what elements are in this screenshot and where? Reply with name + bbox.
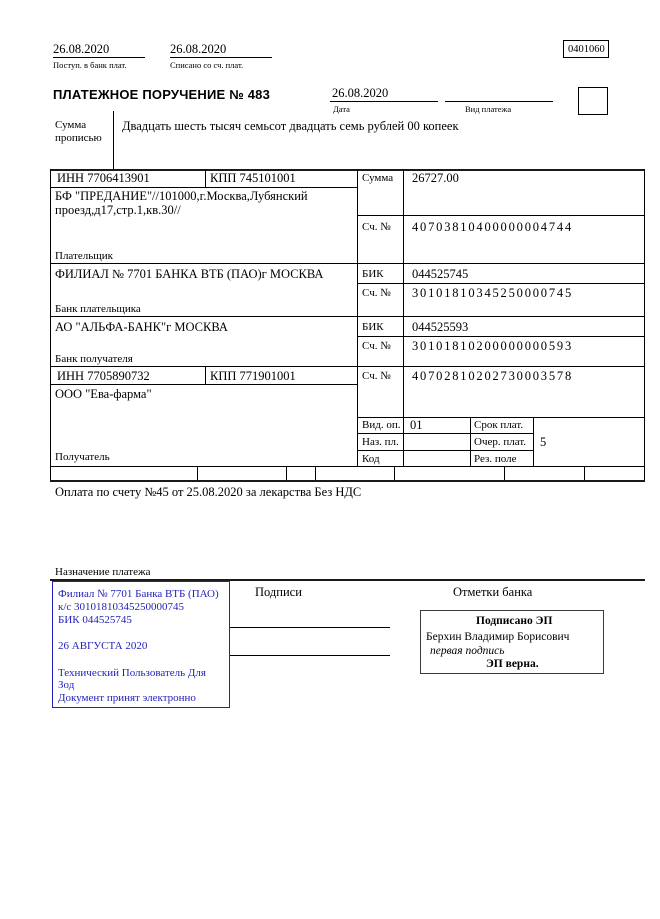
payer-kpp: КПП 745101001 bbox=[210, 171, 296, 185]
beneficiary-bank-bik-value: 044525593 bbox=[412, 320, 469, 334]
payer-label: Плательщик bbox=[55, 250, 113, 262]
divider bbox=[357, 215, 645, 216]
payer-bank-account-label: Сч. № bbox=[362, 287, 391, 299]
divider bbox=[357, 417, 645, 418]
divider bbox=[470, 417, 471, 466]
payment-type-label: Вид платежа bbox=[465, 104, 512, 114]
amount-in-words-label: Сумма прописью bbox=[55, 119, 102, 144]
divider bbox=[445, 101, 553, 102]
divider bbox=[394, 466, 395, 481]
bank-stamp-box bbox=[52, 581, 230, 708]
beneficiary-account-label: Сч. № bbox=[362, 370, 391, 382]
payer-bank-bik-value: 044525745 bbox=[412, 267, 469, 281]
beneficiary-kpp: КПП 771901001 bbox=[210, 369, 296, 383]
bank-marks-label: Отметки банка bbox=[453, 585, 533, 599]
op-type-label: Вид. оп. bbox=[362, 419, 401, 431]
esign-title: Подписано ЭП bbox=[476, 615, 553, 627]
divider bbox=[50, 263, 645, 264]
signature-line bbox=[230, 655, 390, 656]
table-left-border bbox=[50, 169, 51, 482]
payment-purpose-text: Оплата по счету №45 от 25.08.2020 за лекарства Без НДС bbox=[55, 485, 362, 499]
divider bbox=[584, 466, 585, 481]
beneficiary-bank-name: АО "АЛЬФА-БАНК"г МОСКВА bbox=[55, 320, 228, 334]
debited-from-account-label: Списано со сч. плат. bbox=[170, 60, 244, 70]
reserve-field-label: Рез. поле bbox=[474, 453, 517, 465]
payer-bank-account-value: 30101810345250000745 bbox=[412, 286, 573, 300]
purpose-code-label: Наз. пл. bbox=[362, 436, 399, 448]
signatures-label: Подписи bbox=[255, 585, 302, 599]
payer-bank-label: Банк плательщика bbox=[55, 303, 141, 315]
divider bbox=[330, 101, 438, 102]
form-code: 0401060 bbox=[568, 44, 605, 55]
payer-bank-bik-label: БИК bbox=[362, 268, 384, 280]
beneficiary-bank-account-label: Сч. № bbox=[362, 340, 391, 352]
divider bbox=[50, 466, 645, 467]
received-in-bank-label: Поступ. в банк плат. bbox=[53, 60, 127, 70]
payer-account-label: Сч. № bbox=[362, 221, 391, 233]
received-in-bank-date: 26.08.2020 bbox=[53, 42, 110, 56]
divider bbox=[50, 366, 645, 367]
stamp-line: Документ принят электронно bbox=[58, 692, 196, 704]
divider bbox=[504, 466, 505, 481]
payer-account-value: 40703810400000004744 bbox=[412, 220, 573, 234]
divider bbox=[357, 336, 645, 337]
divider bbox=[205, 169, 206, 187]
divider bbox=[53, 57, 145, 58]
divider bbox=[357, 169, 358, 466]
divider bbox=[315, 466, 316, 481]
divider bbox=[50, 384, 357, 385]
divider bbox=[403, 169, 404, 466]
sum-value: 26727.00 bbox=[412, 171, 459, 185]
date-label: Дата bbox=[333, 104, 350, 114]
esign-verified: ЭП верна. bbox=[486, 658, 539, 670]
stamp-line: Филиал № 7701 Банка ВТБ (ПАО) bbox=[58, 588, 219, 600]
esign-name: Берхин Владимир Борисович bbox=[426, 631, 570, 643]
stamp-line: 26 АВГУСТА 2020 bbox=[58, 640, 148, 652]
divider bbox=[357, 433, 534, 434]
priority-value: 5 bbox=[540, 435, 547, 449]
document-date: 26.08.2020 bbox=[332, 86, 389, 100]
divider bbox=[197, 466, 198, 481]
amount-in-words-value: Двадцать шесть тысяч семьсот двадцать семь рублей 00 копеек bbox=[122, 119, 459, 133]
divider bbox=[357, 450, 534, 451]
sum-label: Сумма bbox=[362, 172, 394, 184]
code-label: Код bbox=[362, 453, 380, 465]
divider bbox=[50, 316, 645, 317]
beneficiary-label: Получатель bbox=[55, 451, 110, 463]
beneficiary-account-value: 40702810202730003578 bbox=[412, 369, 573, 383]
document-title: ПЛАТЕЖНОЕ ПОРУЧЕНИЕ № 483 bbox=[53, 87, 271, 102]
divider bbox=[357, 283, 645, 284]
payer-inn: ИНН 7706413901 bbox=[57, 171, 150, 185]
divider bbox=[205, 366, 206, 384]
esign-box bbox=[420, 610, 604, 674]
priority-label: Очер. плат. bbox=[474, 436, 527, 448]
beneficiary-bank-bik-label: БИК bbox=[362, 321, 384, 333]
beneficiary-bank-label: Банк получателя bbox=[55, 353, 133, 365]
divider bbox=[286, 466, 287, 481]
esign-subtitle: первая подпись bbox=[430, 645, 505, 657]
stamp-line: БИК 044525745 bbox=[58, 614, 132, 626]
table-bottom-border bbox=[50, 480, 645, 482]
payer-name: БФ "ПРЕДАНИЕ"//101000,г.Москва,Лубянский проезд,д17,стр.1,кв.30// bbox=[55, 189, 308, 217]
divider bbox=[170, 57, 272, 58]
divider bbox=[533, 417, 534, 466]
beneficiary-bank-account-value: 30101810200000000593 bbox=[412, 339, 573, 353]
due-date-label: Срок плат. bbox=[474, 419, 524, 431]
divider bbox=[113, 111, 114, 170]
form-code-box bbox=[563, 40, 609, 58]
op-type-value: 01 bbox=[410, 418, 423, 432]
beneficiary-name: ООО "Ева-фарма" bbox=[55, 387, 152, 401]
divider bbox=[50, 187, 357, 188]
payment-purpose-label: Назначение платежа bbox=[55, 566, 151, 578]
payer-status-box bbox=[578, 87, 608, 115]
beneficiary-inn: ИНН 7705890732 bbox=[57, 369, 150, 383]
payer-bank-name: ФИЛИАЛ № 7701 БАНКА ВТБ (ПАО)г МОСКВА bbox=[55, 267, 324, 281]
debited-from-account-date: 26.08.2020 bbox=[170, 42, 227, 56]
stamp-line: Зод bbox=[58, 679, 75, 691]
stamp-line: к/с 30101810345250000745 bbox=[58, 601, 185, 613]
stamp-line: Технический Пользователь Для bbox=[58, 667, 206, 679]
signature-line bbox=[230, 627, 390, 628]
